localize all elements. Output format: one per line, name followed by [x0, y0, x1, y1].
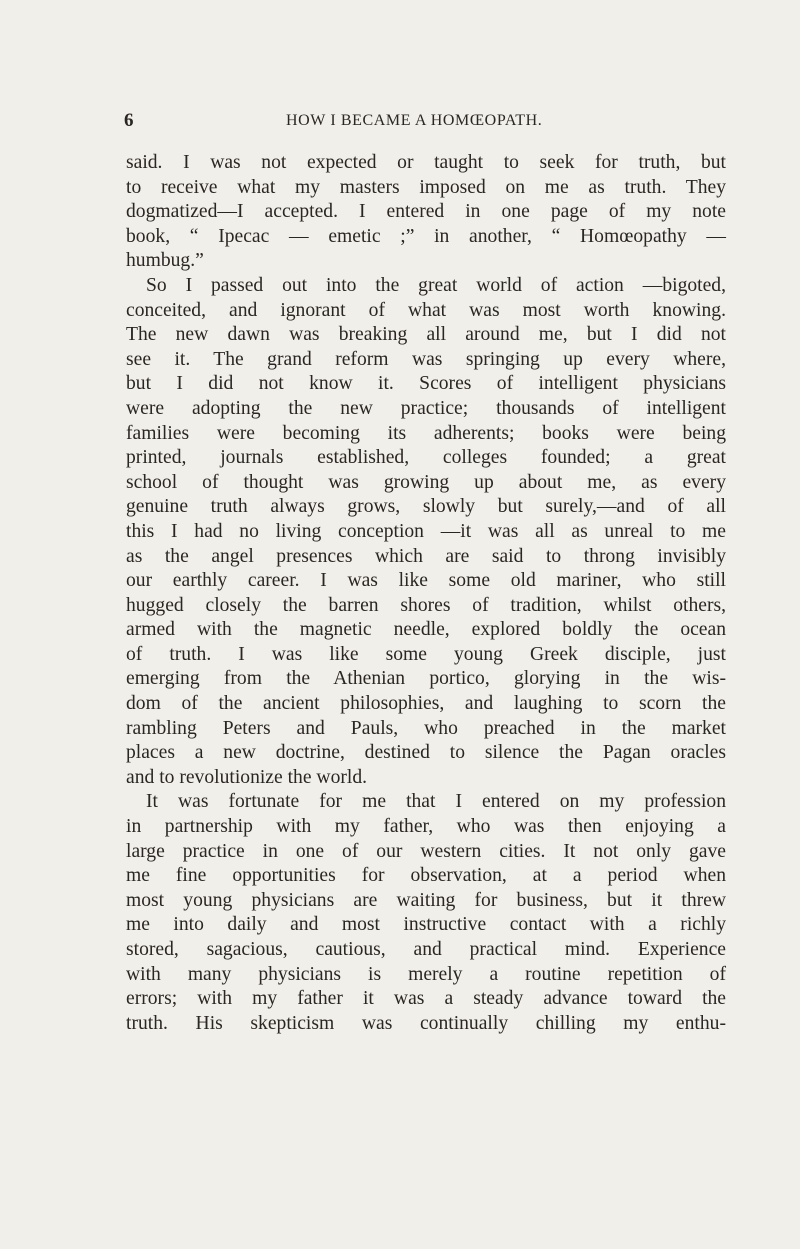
text-line: our earthly career. I was like some old mariner, who still — [126, 570, 726, 592]
text-line: large practice in one of our western cities. It not only gave — [126, 840, 726, 862]
text-line: places a new doctrine, destined to silence the Pagan oracles — [126, 742, 726, 764]
text-line: dogmatized—I accepted. I entered in one page of my note — [126, 201, 726, 223]
text-line: families were becoming its adherents; books were being — [126, 422, 726, 444]
text-line: errors; with my father it was a steady advance toward the — [126, 988, 726, 1010]
text-line: in partnership with my father, who was then enjoying a — [126, 816, 726, 838]
text-line: genuine truth always grows, slowly but surely,—and of all — [126, 496, 726, 518]
text-line: stored, sagacious, cautious, and practical mind. Experience — [126, 939, 726, 960]
text-line: dom of the ancient philosophies, and laughing to scorn the — [126, 693, 726, 715]
text-line: printed, journals established, colleges founded; a great — [126, 447, 726, 469]
text-line: this I had no living conception —it was all as unreal to me — [126, 520, 726, 542]
text-line: but I did not know it. Scores of intelligent physicians — [126, 373, 726, 395]
text-line: truth. His skepticism was continually chilling my enthu- — [126, 1012, 726, 1034]
text-line: humbug.” — [126, 250, 204, 272]
text-line: to receive what my masters imposed on me as truth. They — [126, 176, 726, 198]
body-text — [126, 151, 726, 1036]
text-line: The new dawn was breaking all around me, but I did not — [126, 324, 726, 346]
text-line: and to revolutionize the world. — [126, 766, 368, 788]
text-line: hugged closely the barren shores of tradition, whilst others, — [126, 594, 726, 616]
running-title: HOW I BECAME A HOMŒOPATH. — [286, 112, 543, 129]
text-line: of truth. I was like some young Greek disciple, just — [126, 643, 726, 665]
text-line: see it. The grand reform was springing up every where, — [126, 348, 726, 370]
text-line: me fine opportunities for observation, at a period when — [126, 865, 726, 887]
text-line: as the angel presences which are said to throng invisibly — [126, 545, 726, 567]
text-line: with many physicians is merely a routine repetition of — [126, 963, 726, 985]
text-line: book, “ Ipecac — emetic ;” in another, “ Homœopathy — — [126, 225, 726, 247]
text-line: me into daily and most instructive contact with a richly — [126, 914, 726, 936]
text-line: armed with the magnetic needle, explored boldly the ocean — [126, 619, 726, 641]
text-line: rambling Peters and Pauls, who preached in the market — [126, 717, 726, 739]
text-line: said. I was not expected or taught to seek for truth, but — [126, 152, 726, 173]
text-line: emerging from the Athenian portico, glorying in the wis- — [126, 668, 726, 690]
text-line: So I passed out into the great world of action —bigoted, — [146, 274, 726, 296]
text-line: most young physicians are waiting for business, but it threw — [126, 889, 726, 911]
page-number: 6 — [124, 110, 134, 131]
text-line: were adopting the new practice; thousands of intelligent — [126, 397, 726, 419]
text-line: school of thought was growing up about me, as every — [126, 471, 726, 493]
running-head — [124, 109, 726, 133]
text-line: It was fortunate for me that I entered on my profession — [146, 791, 726, 813]
text-line: conceited, and ignorant of what was most worth knowing. — [126, 299, 726, 321]
